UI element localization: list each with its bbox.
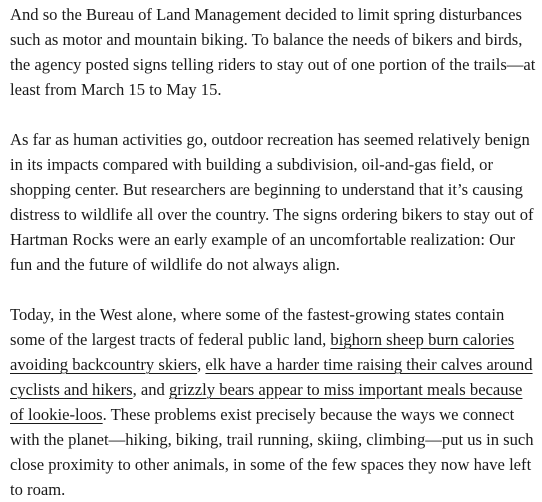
link-bighorn-sheep[interactable]: bighorn sheep burn calories avoiding backcountry skiers bbox=[10, 330, 515, 374]
link-grizzly-bears[interactable]: grizzly bears appear to miss important meals because of lookie-loos bbox=[10, 380, 523, 424]
paragraph-outdoor-recreation: As far as human activities go, outdoor recreation has seemed relatively benign in its impacts compared with building a subdivision, oil-and-gas field, or shopping center. But researchers are beginning to understand that it’s causing distress to wildlife all over the country. The signs ordering bikers to stay out of Hartman Rocks were an early example of an uncomfortable realization: Our fun and the future of wildlife do not always align. bbox=[10, 130, 534, 274]
separator-text: , bbox=[197, 355, 206, 374]
link-elk-calves[interactable]: elk have a harder time raising their calves around cyclists and hikers bbox=[10, 355, 533, 399]
separator-text: , and bbox=[132, 380, 169, 399]
paragraph-outro-text: . These problems exist precisely because the ways we connect with the planet—hiking, biking, trail running, skiing, climbing—put us in such close proximity to other animals, in some of the few spaces they now have left to roam. bbox=[10, 405, 534, 499]
paragraph-blm-restrictions: And so the Bureau of Land Management decided to limit spring disturbances such as motor and mountain biking. To balance the needs of bikers and birds, the agency posted signs telling riders to stay out of one portion of the trails—at least from March 15 to May 15. bbox=[10, 5, 536, 99]
paragraph-western-wildlife bbox=[10, 302, 536, 502]
paragraph-intro-text: Today, in the West alone, where some of the fastest-growing states contain some of the largest tracts of federal public land, bbox=[10, 305, 505, 349]
